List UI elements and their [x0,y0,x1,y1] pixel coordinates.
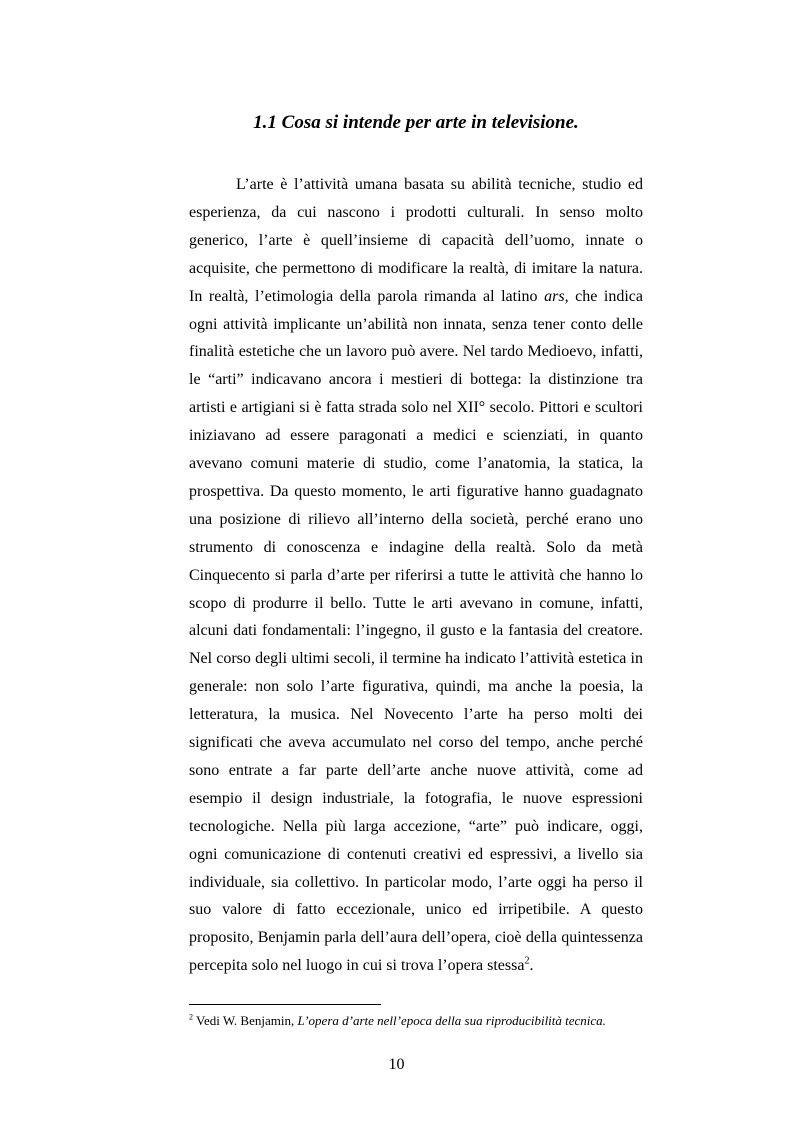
text-line: iniziavano ad essere paragonati a medici e scienziati, in quanto [189,427,643,445]
text-line [189,287,643,307]
text-line: finalità estetiche che un lavoro può avere. Nel tardo Medioevo, infatti, [189,343,643,361]
text-line: Cinquecento si parla d’arte per riferirsi a tutte le attività che hanno lo [189,566,643,584]
text-line: strumento di conoscenza e indagine della realtà. Solo da metà [189,538,643,556]
text-segment: . [529,957,534,975]
text-line: acquisite, che permettono di modificare la realtà, di imitare la natura. [189,259,643,277]
footnote [189,1012,643,1029]
footnote-separator [189,1004,381,1005]
text-line: generale: non solo l’arte figurativa, quindi, ma anche la poesia, la [189,678,643,696]
section-title: 1.1 Cosa si intende per arte in televisione. [253,112,579,133]
text-line: suo valore di fatto eccezionale, unico ed irripetibile. A questo [189,901,643,919]
text-line: esperienza, da cui nascono i prodotti culturali. In senso molto [189,203,643,221]
text-line: scopo di produrre il bello. Tutte le arti avevano in comune, infatti, [189,594,643,612]
text-line: alcuni dati fondamentali: l’ingegno, il gusto e la fantasia del creatore. [189,622,643,640]
page-number: 10 [388,1056,405,1073]
text-line: significati che aveva accumulato nel corso del tempo, anche perché [189,734,643,751]
text-line: le “arti” indicavano ancora i mestieri di bottega: la distinzione tra [189,371,643,389]
text-segment: In realtà, l’etimologia della parola rimanda al latino [189,287,545,305]
text-line: prospettiva. Da questo momento, le arti figurative hanno guadagnato [189,482,643,500]
footnote-text: Vedi W. Benjamin, [193,1013,298,1028]
text-line: L’arte è l’attività umana basata su abilità tecniche, studio ed [236,176,643,193]
text-line: tecnologiche. Nella più larga accezione, “arte” può indicare, oggi, [189,817,643,835]
text-line: sono entrate a far parte dell’arte anche nuove attività, come ad [189,761,643,779]
text-line: ogni attività implicante un’abilità non innata, senza tener conto delle [189,315,643,333]
text-line: letteratura, la musica. Nel Novecento l’arte ha perso molti dei [189,706,643,724]
text-segment: che indica [568,287,644,305]
latin-term: ars, [544,287,569,305]
text-line [189,956,643,976]
text-line: una posizione di rilievo all’interno della società, perché erano uno [189,510,643,528]
text-line: esempio il design industriale, la fotografia, le nuove espressioni [189,789,643,807]
footnote-reference[interactable]: 2 [524,955,530,967]
text-line: Nel corso degli ultimi secoli, il termine ha indicato l’attività estetica in [189,650,643,668]
footnote-number: 2 [189,1012,193,1022]
text-line: artisti e artigiani si è fatta strada solo nel XII° secolo. Pittori e scultori [189,399,643,417]
text-line: generico, l’arte è quell’insieme di capacità dell’uomo, innate o [189,231,643,249]
footnote-work-title: L’opera d’arte nell’epoca della sua riproducibilità tecnica. [297,1013,606,1028]
text-line: avevano comuni materie di studio, come l’anatomia, la statica, la [189,455,643,472]
text-line: individuale, sia collettivo. In particolar modo, l’arte oggi ha perso il [189,873,643,891]
text-segment: percepita solo nel luogo in cui si trova l’opera stessa [189,957,525,975]
text-line: proposito, Benjamin parla dell’aura dell’opera, cioè della quintessenza [189,929,643,947]
text-line: ogni comunicazione di contenuti creativi ed espressivi, a livello sia [189,845,643,863]
